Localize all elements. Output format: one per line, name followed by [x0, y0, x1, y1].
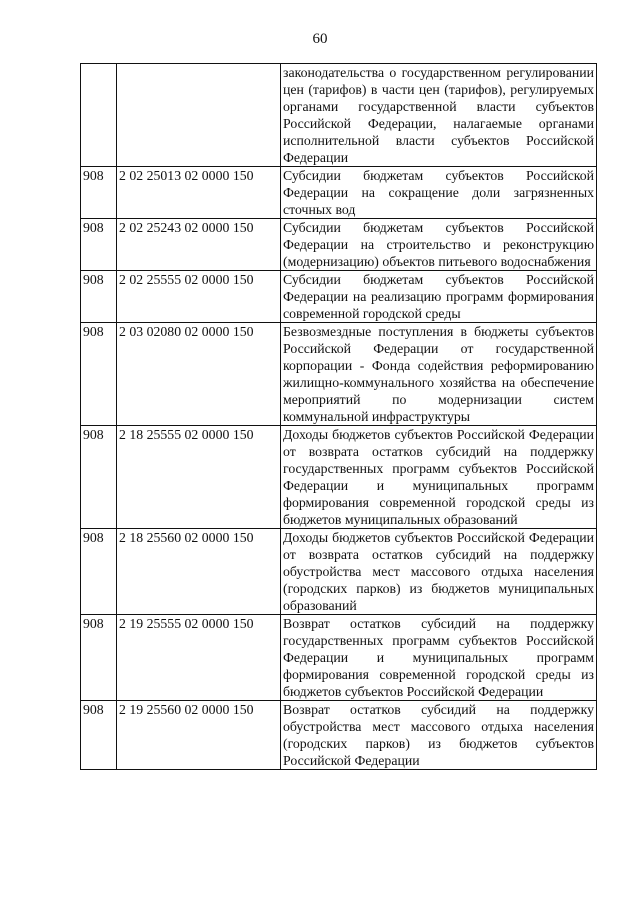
budget-code-cell: 2 02 25555 02 0000 150 — [117, 271, 281, 323]
table-row — [81, 529, 597, 615]
income-name-cell: Возврат остатков субсидий на поддержку государственных программ субъектов Российской Федерации и муниципальных программ формирования современной городской среды из бюджетов субъектов Российской Федерации — [281, 615, 597, 701]
budget-code-cell: 2 19 25555 02 0000 150 — [117, 615, 281, 701]
admin-code-cell — [81, 64, 117, 167]
income-name-cell: Доходы бюджетов субъектов Российской Федерации от возврата остатков субсидий на поддержку государственных программ субъектов Российской Федерации и муниципальных программ формирования современной городской среды из бюджетов муниципальных образований — [281, 426, 597, 529]
table-row — [81, 167, 597, 219]
admin-code-cell: 908 — [81, 167, 117, 219]
budget-code-cell — [117, 64, 281, 167]
budget-code-cell: 2 18 25555 02 0000 150 — [117, 426, 281, 529]
income-name-cell: законодательства о государственном регулировании цен (тарифов) в части цен (тарифов), регулируемых органами государственной власти субъектов Российской Федерации, налагаемые органами исполнительной власти субъектов Российской Федерации — [281, 64, 597, 167]
admin-code-cell: 908 — [81, 426, 117, 529]
admin-code-cell: 908 — [81, 219, 117, 271]
income-name-cell: Безвозмездные поступления в бюджеты субъектов Российской Федерации от государственной корпорации - Фонда содействия реформированию жилищно-коммунального хозяйства на обеспечение мероприятий по модернизации систем коммунальной инфраструктуры — [281, 323, 597, 426]
table-row — [81, 323, 597, 426]
income-name-cell: Возврат остатков субсидий на поддержку обустройства мест массового отдыха населения (городских парков) из бюджетов субъектов Российской Федерации — [281, 701, 597, 770]
page-number: 60 — [312, 31, 328, 47]
budget-codes-table — [80, 63, 597, 770]
budget-code-cell: 2 18 25560 02 0000 150 — [117, 529, 281, 615]
table-row — [81, 615, 597, 701]
income-name-cell: Субсидии бюджетам субъектов Российской Федерации на строительство и реконструкцию (модернизацию) объектов питьевого водоснабжения — [281, 219, 597, 271]
income-name-cell: Субсидии бюджетам субъектов Российской Федерации на сокращение доли загрязненных сточных вод — [281, 167, 597, 219]
income-name-cell: Субсидии бюджетам субъектов Российской Федерации на реализацию программ формирования современной городской среды — [281, 271, 597, 323]
admin-code-cell: 908 — [81, 701, 117, 770]
income-name-cell: Доходы бюджетов субъектов Российской Федерации от возврата остатков субсидий на поддержку обустройства мест массового отдыха населения (городских парков) из бюджетов муниципальных образований — [281, 529, 597, 615]
admin-code-cell: 908 — [81, 271, 117, 323]
admin-code-cell: 908 — [81, 615, 117, 701]
budget-code-cell: 2 19 25560 02 0000 150 — [117, 701, 281, 770]
table-row — [81, 219, 597, 271]
budget-code-cell: 2 03 02080 02 0000 150 — [117, 323, 281, 426]
admin-code-cell: 908 — [81, 323, 117, 426]
table-row — [81, 64, 597, 167]
table-row — [81, 426, 597, 529]
table-row — [81, 701, 597, 770]
table-row — [81, 271, 597, 323]
budget-code-cell: 2 02 25013 02 0000 150 — [117, 167, 281, 219]
budget-code-cell: 2 02 25243 02 0000 150 — [117, 219, 281, 271]
admin-code-cell: 908 — [81, 529, 117, 615]
